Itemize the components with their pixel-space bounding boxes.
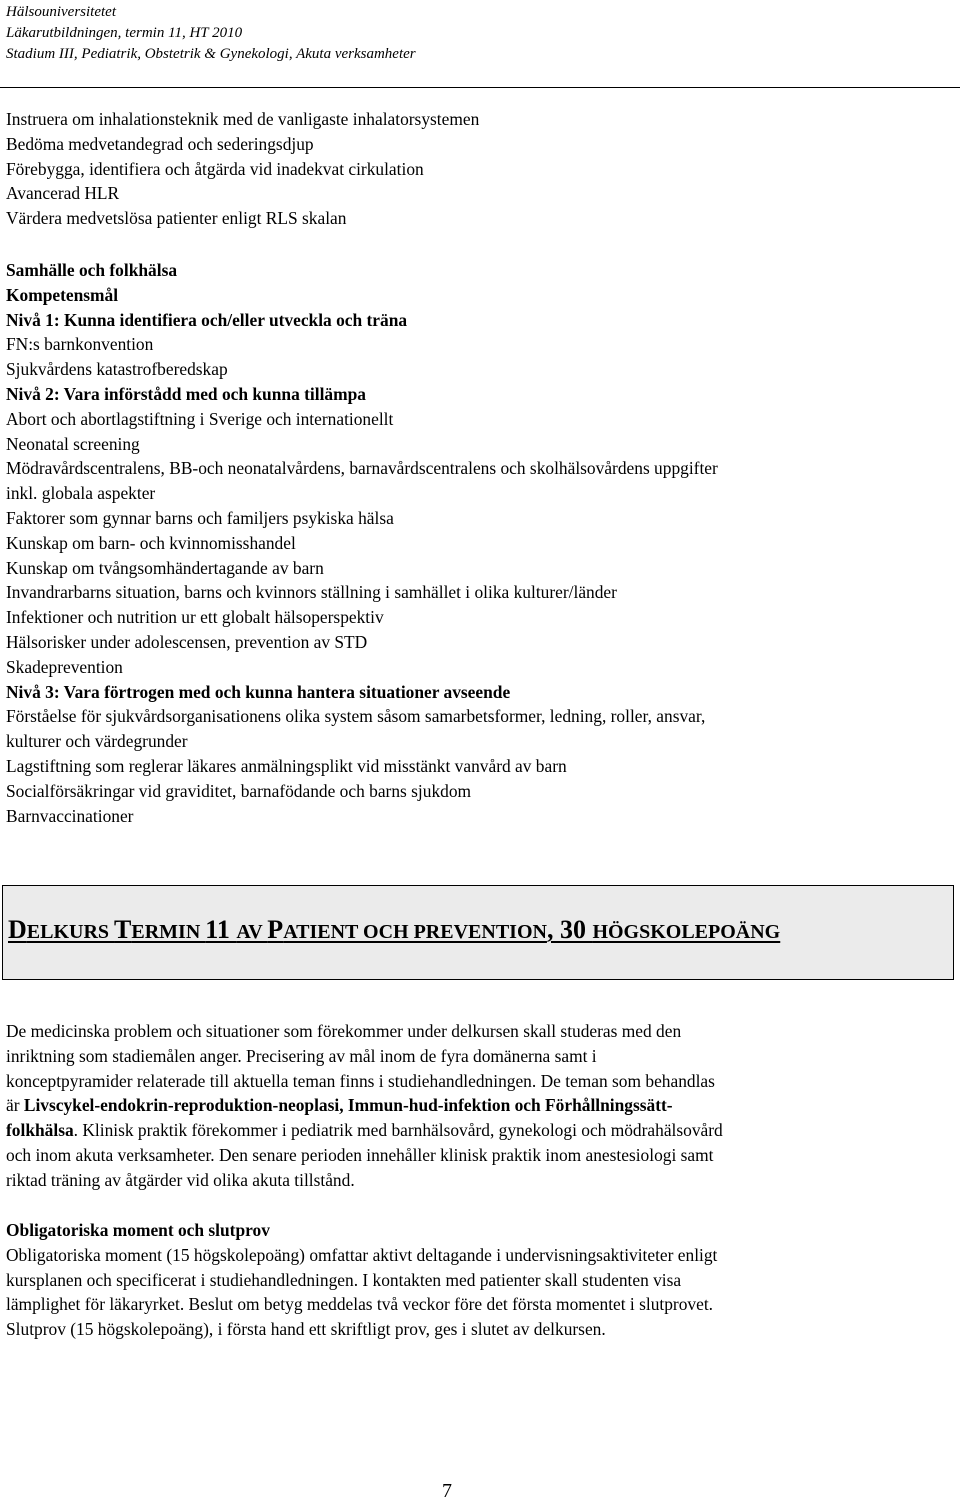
list-item: Instruera om inhalationsteknik med de vanligaste inhalatorsystemen — [6, 109, 480, 129]
banner-part: ATIENT OCH PREVENTION — [283, 921, 547, 943]
list-item: Mödravårdscentralens, BB-och neonatalvårdens, barnavårdscentralens och skolhälsovårdens uppgifter — [6, 458, 718, 479]
level2-heading: Nivå 2: Vara införstådd med och kunna tillämpa — [6, 383, 366, 404]
list-item: Abort och abortlagstiftning i Sverige och internationellt — [6, 408, 394, 429]
list-item: Socialförsäkringar vid graviditet, barnafödande och barns sjukdom — [6, 780, 472, 801]
text-run: är — [6, 1095, 24, 1116]
list-item: Bedöma medvetandegrad och sederingsdjup — [6, 133, 314, 154]
list-item: Förebygga, identifiera och åtgärda vid inadekvat cirkulation — [6, 158, 424, 179]
section-heading: Obligatoriska moment och slutprov — [6, 1220, 270, 1240]
list-item: kulturer och värdegrunder — [6, 731, 188, 752]
list-item: Kunskap om tvångsomhändertagande av barn — [6, 557, 324, 578]
list-item: Värdera medvetslösa patienter enligt RLS skalan — [6, 208, 347, 229]
list-item: Hälsorisker under adolescensen, prevention av STD — [6, 631, 368, 652]
header-stage: Stadium III, Pediatrik, Obstetrik & Gynekologi, Akuta verksamheter — [6, 46, 416, 62]
banner-part: ERMIN — [131, 921, 206, 943]
list-item: Invandrarbarns situation, barns och kvinnors ställning i samhället i olika kulturer/länder — [6, 582, 617, 603]
banner-title — [8, 915, 780, 945]
paragraph-line: konceptpyramider relaterade till aktuella teman finns i studiehandledningen. De teman som behandlas — [6, 1070, 715, 1091]
paragraph-line: riktad träning av åtgärder vid olika akuta tillstånd. — [6, 1169, 355, 1190]
paragraph-line: Slutprov (15 högskolepoäng), i första hand ett skriftligt prov, ges i slutet av delkursen. — [6, 1319, 606, 1340]
paragraph-line — [6, 1118, 954, 1143]
theme-names: folkhälsa — [6, 1120, 74, 1141]
page-number: 7 — [442, 1480, 452, 1502]
list-item: Faktorer som gynnar barns och familjers psykiska hälsa — [6, 507, 394, 528]
section-title: Samhälle och folkhälsa — [6, 260, 178, 280]
banner-part: HÖGSKOLEPOÄNG — [592, 921, 781, 943]
list-item: Neonatal screening — [6, 433, 140, 454]
top-list — [6, 107, 954, 231]
intro-paragraph — [6, 1019, 954, 1193]
level3-heading: Nivå 3: Vara förtrogen med och kunna hantera situationer avseende — [6, 681, 511, 702]
header-university: Hälsouniversitetet — [6, 4, 116, 20]
list-item: inkl. globala aspekter — [6, 483, 156, 504]
paragraph-line: Obligatoriska moment (15 högskolepoäng) omfattar aktivt deltagande i undervisningsaktiviteter enligt — [6, 1244, 718, 1265]
paragraph-line: lämplighet för läkaryrket. Beslut om betyg meddelas två veckor före det första momentet i slutprovet. — [6, 1294, 714, 1315]
list-item: Sjukvårdens katastrofberedskap — [6, 359, 228, 380]
banner-part: D — [8, 915, 27, 944]
paragraph-line: inriktning som stadiemålen anger. Precisering av mål inom de fyra domänerna samt i — [6, 1045, 597, 1066]
document-header — [6, 2, 416, 65]
theme-names: Livscykel-endokrin-reproduktion-neoplasi, Immun-hud-infektion och Förhållningssätt- — [23, 1095, 673, 1116]
header-program: Läkarutbildningen, termin 11, HT 2010 — [6, 25, 243, 41]
obligatoriska-section — [6, 1218, 954, 1342]
course-banner — [2, 885, 954, 980]
banner-part: T — [114, 915, 132, 944]
level1-heading: Nivå 1: Kunna identifiera och/eller utveckla och träna — [6, 309, 408, 330]
header-rule — [0, 87, 960, 88]
banner-part: , 30 — [546, 915, 593, 944]
list-item: Infektioner och nutrition ur ett globalt hälsoperspektiv — [6, 607, 384, 628]
list-item: Skadeprevention — [6, 656, 123, 677]
list-item: Kunskap om barn- och kvinnomisshandel — [6, 532, 296, 553]
banner-part: ELKURS — [26, 921, 115, 943]
paragraph-line: De medicinska problem och situationer som förekommer under delkursen skall studeras med den — [6, 1021, 682, 1041]
paragraph-line: och inom akuta verksamheter. Den senare perioden innehåller klinisk praktik inom anestesiologi samt — [6, 1144, 714, 1165]
samhalle-section — [6, 258, 954, 828]
banner-part: 11 — [205, 915, 237, 944]
paragraph-line — [6, 1093, 954, 1118]
section-subtitle: Kompetensmål — [6, 284, 119, 305]
list-item: Avancerad HLR — [6, 183, 120, 204]
text-run: . Klinisk praktik förekommer i pediatrik med barnhälsovård, gynekologi och mödrahälsovård — [73, 1120, 723, 1141]
paragraph-line: kursplanen och specificerat i studiehandledningen. I kontakten med patienter skall studenten visa — [6, 1269, 682, 1290]
list-item: FN:s barnkonvention — [6, 334, 154, 355]
banner-part: P — [267, 915, 284, 944]
banner-part: AV — [236, 921, 268, 943]
list-item: Barnvaccinationer — [6, 805, 134, 826]
list-item: Förståelse för sjukvårdsorganisationens olika system såsom samarbetsformer, ledning, roller, ansvar, — [6, 706, 706, 727]
list-item: Lagstiftning som reglerar läkares anmälningsplikt vid misstänkt vanvård av barn — [6, 755, 567, 776]
